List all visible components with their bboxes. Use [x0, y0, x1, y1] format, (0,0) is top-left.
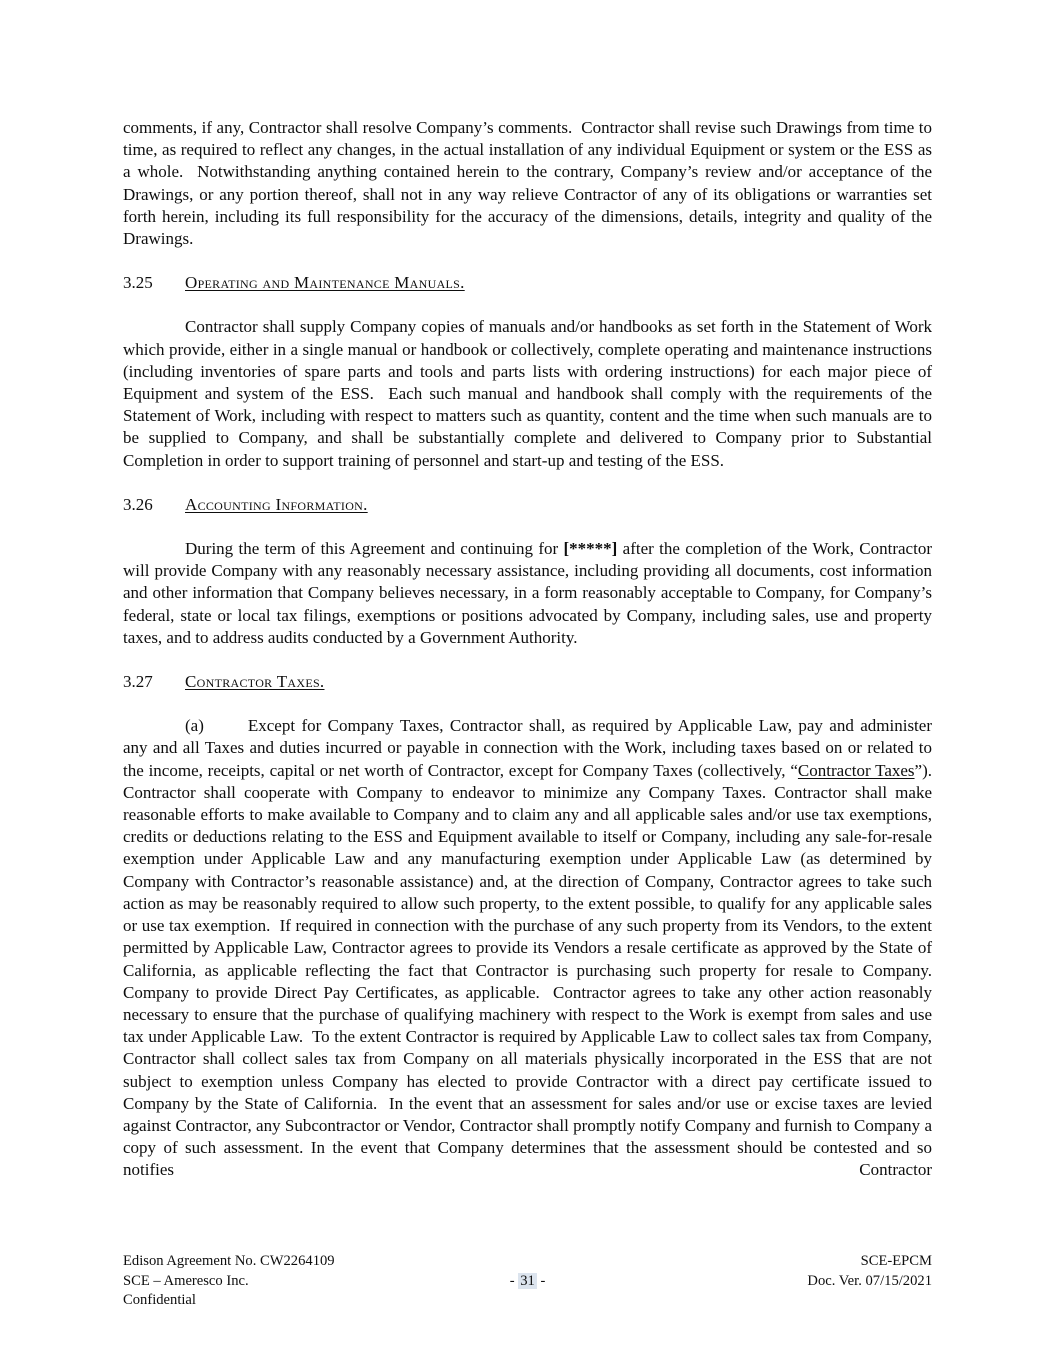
section-number: 3.26: [123, 494, 153, 514]
page-number-suffix: -: [536, 1272, 546, 1289]
footer-doc-version: Doc. Ver. 07/15/2021: [807, 1272, 932, 1289]
page-footer: [123, 1252, 932, 1311]
defined-term: Contractor Taxes: [797, 760, 915, 780]
section-heading-3-26: [123, 494, 932, 516]
section-number: 3.25: [123, 273, 153, 293]
section-heading-3-27: [123, 671, 932, 693]
page-number-prefix: -: [509, 1272, 519, 1289]
page-number-field: 31: [520, 1272, 535, 1289]
list-item-label: (a): [185, 716, 204, 736]
section-title: Accounting Information.: [185, 494, 368, 514]
footer-confidential-label: Confidential: [123, 1292, 196, 1309]
paragraph-text: Except for Company Taxes, Contractor shall, as required by Applicable Law, pay and administer any and all Taxes and duties incurred or payable in connection with the Work, including taxes based on or related to the income, receipts, capital or net worth of Contractor, except for Company Taxes (collectively, “: [123, 716, 937, 780]
footer-doc-type: SCE-EPCM: [860, 1253, 932, 1269]
section-number: 3.27: [123, 672, 153, 692]
continuation-paragraph: comments, if any, Contractor shall resolve Company’s comments. Contractor shall revise such Drawings from time to time, as required to reflect any changes, in the actual installation of any individual Equipment or system or the ESS as a whole. Notwithstanding anything contained herein to the contrary, Company’s review and/or acceptance of the Drawings, or any portion thereof, shall not in any way relieve Contractor of any of its obligations or warranties set forth herein, including its full responsibility for the accuracy of the dimensions, details, integrity and quality of the Drawings.: [123, 118, 937, 249]
section-heading-3-25: [123, 272, 932, 294]
paragraph-text: after the completion of the Work, Contractor will provide Company with any reasonably necessary assistance, including providing all documents, cost information and other information that Company believes necessary, in a form reasonably acceptable to Company, for Company’s federal, state or local tax filings, exemptions or positions advocated by Company, including sales, use and property taxes, and to address audits conducted by a Government Authority.: [123, 539, 937, 647]
section-3-26-paragraph: [123, 538, 937, 649]
footer-parties: SCE – Ameresco Inc.: [123, 1272, 249, 1289]
paragraph-text: During the term of this Agreement and continuing for: [185, 539, 564, 559]
footer-agreement-number: Edison Agreement No. CW2264109: [123, 1253, 335, 1269]
paragraph-text: ”). Contractor shall cooperate with Company to endeavor to minimize any Company Taxes. Contractor shall make reasonable efforts to make available to Company and to claim any and all applicable sales and/or use tax exemptions, credits or deductions relating to the ESS and Equipment available to itself or Company, including any sale-for-resale exemption under Applicable Law and any manufacturing exemption under Applicable Law (as determined by Company with Contractor’s reasonable assistance) and, at the direction of Company, Contractor agrees to take such action as may be reasonably required to allow such property, to the extent possible, to qualify for any applicable sales or use tax exemption. If required in connection with the purchase of any such property from its Vendors, to the extent permitted by Applicable Law, Contractor agrees to provide its Vendors a resale certificate as approved by the State of California, as applicable reflecting the fact that Contractor is purchasing such property for resale to Company. Company to provide Direct Pay Certificates, as applicable. Contractor agrees to take any other action reasonably necessary to ensure that the purchase of qualifying machinery with respect to the Work is exempt from sales and use tax under Applicable Law. To the extent Contractor is required by Applicable Law to collect sales tax from Company, Contractor shall collect sales tax from Company on all materials physically incorporated in the ESS that are not subject to exemption unless Company has elected to provide Contractor with a direct pay certificate issued to Company by the State of California. In the event that an assessment for sales and/or use or excise taxes are levied against Contractor, any Subcontractor or Vendor, Contractor shall promptly notify Company and furnish to Company a copy of such assessment. In the event that Company determines that the assessment should be contested and so notifies Contractor: [123, 760, 941, 1180]
section-3-25-paragraph: Contractor shall supply Company copies of manuals and/or handbooks as set forth in the Statement of Work which provide, either in a single manual or handbook or collectively, complete operating and maintenance instructions (including inventories of spare parts and tools and parts lists with ordering instructions) for each major piece of Equipment and system of the ESS. Each such manual and handbook shall comply with the requirements of the Statement of Work, including with respect to matters such as quantity, content and the time when such manuals are to be supplied to Company, and shall be substantially complete and delivered to Company prior to Substantial Completion in order to support training of personnel and start-up and testing of the ESS.: [123, 317, 937, 470]
section-title: Operating and Maintenance Manuals.: [185, 273, 465, 293]
footer-right-block: [807, 1252, 932, 1291]
section-3-27-paragraph-a: [123, 715, 941, 1181]
section-title: Contractor Taxes.: [185, 672, 325, 692]
redacted-text: [*****]: [563, 539, 618, 559]
